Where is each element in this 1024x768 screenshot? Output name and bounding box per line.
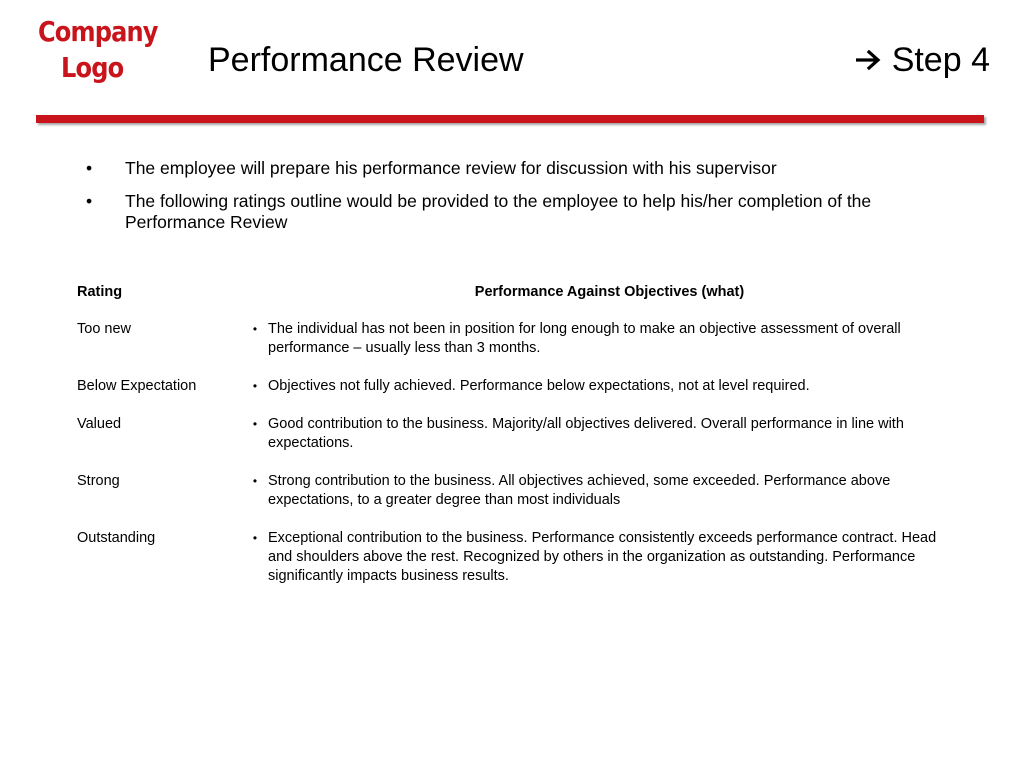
- rating-name: Below Expectation: [77, 378, 197, 394]
- bullet-icon: •: [252, 531, 258, 545]
- rating-column-header: Rating: [77, 284, 123, 300]
- bullet-icon: •: [86, 158, 93, 178]
- rating-row: [77, 415, 947, 453]
- bullet-icon: •: [252, 379, 258, 393]
- rating-row: [77, 529, 947, 586]
- rating-name: Strong: [77, 473, 120, 489]
- step-label: Step 4: [891, 41, 990, 79]
- bullet-icon: •: [252, 474, 258, 488]
- performance-column-header: Performance Against Objectives (what): [474, 284, 745, 300]
- logo-line-company: Company: [38, 15, 158, 48]
- rating-description: Exceptional contribution to the business. Performance consistently exceeds performance contract. Head and shoulders above the rest. Recognized by others in the organization as outstanding. Performance significantly impacts business results.: [268, 530, 937, 584]
- rating-name: Too new: [77, 321, 132, 337]
- bullet-icon: •: [252, 322, 258, 336]
- logo-line-logo: Logo: [61, 51, 124, 84]
- rating-name: Outstanding: [77, 530, 156, 546]
- rating-row: [77, 472, 947, 510]
- ratings-table-header: [77, 283, 947, 302]
- intro-bullet-list: [86, 158, 936, 245]
- company-logo: [38, 14, 158, 86]
- page-title: Performance Review: [208, 41, 524, 79]
- rating-row: [77, 377, 947, 396]
- right-arrow-icon: [856, 38, 882, 82]
- rating-description: Objectives not fully achieved. Performance below expectations, not at level required.: [268, 378, 810, 394]
- intro-bullet-text: The following ratings outline would be provided to the employee to help his/her completion of the Performance Review: [125, 191, 872, 232]
- rating-name: Valued: [77, 416, 122, 432]
- rating-description: The individual has not been in position for long enough to make an objective assessment of overall performance – usually less than 3 months.: [268, 321, 901, 356]
- intro-bullet-text: The employee will prepare his performance review for discussion with his supervisor: [125, 158, 777, 178]
- bullet-icon: •: [86, 191, 93, 211]
- rating-row: [77, 320, 947, 358]
- intro-bullet: [86, 191, 936, 233]
- rating-description: Good contribution to the business. Majority/all objectives delivered. Overall performance in line with expectations.: [268, 416, 904, 451]
- bullet-icon: •: [252, 417, 258, 431]
- header-divider: [36, 115, 984, 123]
- step-indicator: [856, 38, 990, 82]
- intro-bullet: [86, 158, 936, 179]
- rating-description: Strong contribution to the business. All objectives achieved, some exceeded. Performance above expectations, to a greater degree than most individuals: [268, 473, 891, 508]
- ratings-table: [77, 283, 947, 605]
